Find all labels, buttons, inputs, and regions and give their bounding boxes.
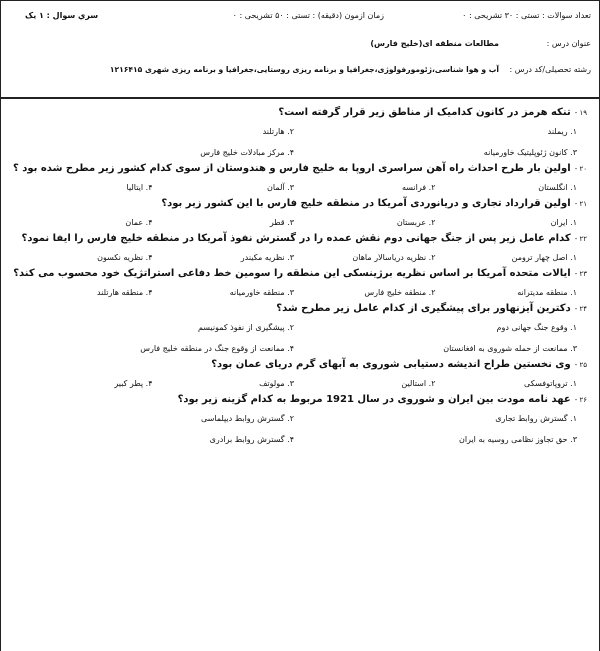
question-number: ۲۵ - [574,361,587,369]
question-text: عهد نامه مودت بین ایران و شوروی در سال 1921 مربوط به کدام گزینه زیر بود؟ [177,394,571,405]
question-number: ۲۳ - [574,270,587,278]
answer-option[interactable]: ۴. مرکز مبادلات خلیج فارس [200,148,294,157]
question [11,107,587,157]
question-number: ۲۱ - [574,200,587,208]
options-group [11,183,587,192]
answer-option[interactable]: ۲. استالین [401,379,436,388]
question-number: ۱۹ - [574,109,587,117]
answer-option[interactable]: ۱. وقوع جنگ جهانی دوم [496,323,577,332]
options-group [11,379,587,388]
answer-option[interactable]: ۳. حق تجاوز نظامی روسیه به ایران [458,435,577,444]
answer-option[interactable]: ۳. آلمان [267,183,294,192]
answer-option[interactable]: ۱. انگلستان [538,183,577,192]
answer-option[interactable]: ۲. منطقه خلیج فارس [364,288,436,297]
answer-option[interactable]: ۲. عربستان [396,218,436,227]
answer-option[interactable]: ۳. مولوتف [259,379,294,388]
question-text: دکترین آیزنهاور برای پیشگیری از کدام عامل زیر مطرح شد؟ [276,303,571,314]
answer-option[interactable]: ۳. قطر [269,218,294,227]
answer-option[interactable]: ۴. ایتالیا [126,183,153,192]
course-title-label: عنوان درس : [546,39,591,48]
exam-time: زمان ازمون (دقیقه) : تستی : ۵۰ تشریحی : ۰ [232,11,384,20]
question-number: ۲۲ - [574,235,587,243]
answer-option[interactable]: ۱. گسترش روابط تجاری [495,414,577,423]
question [11,394,587,444]
question-text: اولین بار طرح احداث راه آهن سراسری اروپا به خلیج فارس و هندوستان از سوی کدام کشور زیر مطرح شده بود ؟ [12,163,571,174]
question-line [11,303,587,314]
question [11,198,587,227]
answer-option[interactable]: ۴. گسترش روابط برادری [209,435,294,444]
question-line [11,394,587,405]
answer-option[interactable]: ۳. منطقه خاورمیانه [229,288,294,297]
answer-option[interactable]: ۲. نظریه دریاسالار ماهان [352,253,436,262]
question [11,268,587,297]
options-group [11,218,587,227]
question-series: سري سوال : ۱ يک [25,11,99,20]
answer-option[interactable]: ۲. هارتلند [262,127,294,136]
answer-option[interactable]: ۱. ریملند [547,127,577,136]
question-text: اولین قرارداد تجاری و دریانوردی آمریکا در منطقه خلیج فارس با این کشور زیر بود؟ [161,198,571,209]
question [11,303,587,353]
question-line [11,107,587,118]
answer-option[interactable]: ۳. ممانعت از حمله شوروی به افغانستان [443,344,577,353]
question-line [11,359,587,370]
field-label: رشته تحصیلی/کد درس : [509,65,591,74]
question-number: ۲۶ - [574,396,587,404]
question-text: کدام عامل زیر پس از جنگ جهانی دوم نقش عمده را در گسترش نفوذ آمریکا در منطقه خلیج فارس را ایفا نمود؟ [21,233,571,244]
question-number: ۲۰ - [574,165,587,173]
question-line [11,163,587,174]
field-value: آب و هوا شناسی،ژئومورفولوژی،جغرافیا و برنامه ریزی روستایی،جغرافیا و برنامه ریزی شهری ۱۲۱۶۴۱۵ [109,65,499,74]
course-title: مطالعات منطقه ای(خلیج فارس) [370,39,499,48]
answer-option[interactable]: ۱. ایران [550,218,577,227]
answer-option[interactable]: ۲. فرانسه [402,183,436,192]
answer-option[interactable]: ۳. کانون ژئوپلیتیک خاورمیانه [483,148,577,157]
answer-option[interactable]: ۳. نظریه مکیندر [240,253,294,262]
options-group [11,253,587,262]
answer-option[interactable]: ۴. منطقه هارتلند [96,288,153,297]
question [11,359,587,388]
answer-option[interactable]: ۲. پیشگیری از نفوذ کمونیسم [197,323,294,332]
answer-option[interactable]: ۴. ممانعت از وقوع جنگ در منطقه خلیج فارس [140,344,294,353]
question [11,233,587,262]
question-line [11,233,587,244]
answer-option[interactable]: ۴. عمان [125,218,153,227]
question [11,163,587,192]
options-group [11,127,587,157]
question-list [1,99,599,444]
question-number: ۲۴ - [574,305,587,313]
question-text: تنکه هرمز در کانون کدامیک از مناطق زیر قرار گرفته است؟ [278,107,571,118]
answer-option[interactable]: ۱. تروپاتوفسکی [524,379,577,388]
exam-header [1,1,599,99]
question-text: ایالات متحده آمریکا بر اساس نظریه برژینسکی این منطقه را سومین خط دفاعی استراتژیک خود محسوب می کند؟ [13,268,571,279]
question-line [11,268,587,279]
options-group [11,414,587,444]
question-text: وی نخستین طراح اندیشه دستیابی شوروی به آبهای گرم دریای عمان بود؟ [211,359,571,370]
answer-option[interactable]: ۲. گسترش روابط دیپلماسی [200,414,294,423]
question-count: تعداد سوالات : تستی : ۳۰ تشریحی : ۰ [462,11,591,20]
answer-option[interactable]: ۴. نظریه نکسون [97,253,153,262]
options-group [11,323,587,353]
answer-option[interactable]: ۴. پطر کبیر [114,379,153,388]
answer-option[interactable]: ۱. اصل چهار ترومن [511,253,577,262]
question-line [11,198,587,209]
options-group [11,288,587,297]
answer-option[interactable]: ۱. منطقه مدیترانه [517,288,577,297]
